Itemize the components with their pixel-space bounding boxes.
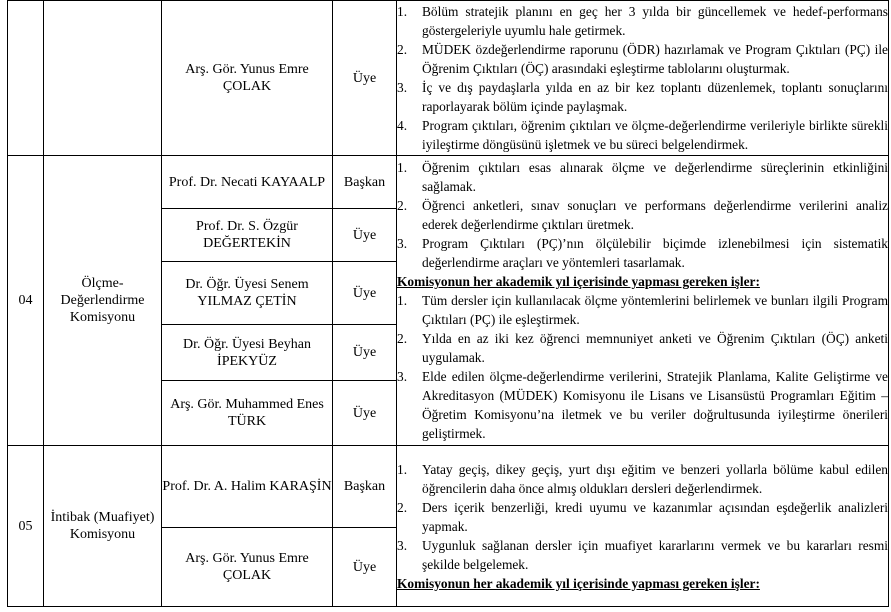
member-name: Arş. Gör. Yunus Emre ÇOLAK (162, 1, 333, 156)
table-row (8, 156, 889, 209)
list-item: 3. İç ve dış paydaşlarla yılda en az bir kez toplantı düzenlemek, toplantı sonuçlarını raporlayarak bölüm içinde paylaşmak. (397, 80, 888, 114)
table-row (8, 446, 889, 528)
task-list (397, 460, 888, 574)
member-name: Prof. Dr. S. Özgür DEĞERTEKİN (162, 209, 333, 262)
yearly-duties-heading: Komisyonun her akademik yıl içerisinde yapması gereken işler: (397, 575, 760, 591)
duties-cell (397, 446, 889, 607)
member-name: Arş. Gör. Yunus Emre ÇOLAK (162, 528, 333, 607)
member-role: Üye (333, 528, 397, 607)
member-name: Dr. Öğr. Üyesi Beyhan İPEKYÜZ (162, 325, 333, 381)
committee-name: İntibak (Muafiyet) Komisyonu (44, 446, 162, 607)
member-name: Prof. Dr. Necati KAYAALP (162, 156, 333, 209)
member-role: Üye (333, 209, 397, 262)
list-item: 3. Program Çıktıları (PÇ)’nın ölçülebilir biçimde izlenebilmesi için sistematik değerlendirme araçları ve yöntemleri tasarlamak. (397, 236, 888, 270)
committee-name-cell (44, 1, 162, 156)
list-item: 2. Ders içerik benzerliği, kredi uyumu ve kazanımlar açısından eşdeğerlik analizleri yapmak. (397, 499, 888, 534)
task-list (397, 158, 888, 272)
member-name: Arş. Gör. Muhammed Enes TÜRK (162, 381, 333, 446)
row-number-cell (8, 1, 44, 156)
list-item: 2. Yılda en az iki kez öğrenci memnuniyet anketi ve Öğrenim Çıktıları (ÖÇ) anketi uygulamak. (397, 331, 888, 365)
list-item: 4. Program çıktıları, öğrenim çıktıları ve ölçme-değerlendirme verileriyle birlikte sürekli iyileştirme döngüsünü işletmek ve bu süreci belgelendirmek. (397, 118, 888, 152)
member-role: Üye (333, 262, 397, 325)
list-item: 1. Öğrenim çıktıları esas alınarak ölçme ve değerlendirme süreçlerinin etkinliğini sağlamak. (397, 160, 888, 194)
table-row (8, 1, 889, 156)
task-list (397, 2, 888, 154)
list-item: 3. Uygunluk sağlanan dersler için muafiyet kararlarını vermek ve bu kararları resmi şekilde belgelemek. (397, 537, 888, 572)
row-number: 04 (8, 156, 44, 446)
member-role: Üye (333, 325, 397, 381)
committee-table (7, 0, 889, 607)
row-number: 05 (8, 446, 44, 607)
member-role: Başkan (333, 446, 397, 528)
member-role: Başkan (333, 156, 397, 209)
list-item: 2. MÜDEK özdeğerlendirme raporunu (ÖDR) hazırlamak ve Program Çıktıları (PÇ) ile Öğrenim Çıktıları (ÖÇ) arasındaki eşleştirme tablolarını oluşturmak. (397, 42, 888, 76)
member-role: Üye (333, 1, 397, 156)
list-item: 2. Öğrenci anketleri, sınav sonuçları ve performans değerlendirme verilerini analiz ederek değerlendirme çıktıları üretmek. (397, 198, 888, 232)
member-name: Dr. Öğr. Üyesi Senem YILMAZ ÇETİN (162, 262, 333, 325)
list-item: 1. Yatay geçiş, dikey geçiş, yurt dışı eğitim ve benzeri yollarla bölüme kabul edilen öğrencilerin daha önce almış oldukları dersleri değerlendirmek. (397, 461, 888, 496)
member-role: Üye (333, 381, 397, 446)
list-item: 1. Tüm dersler için kullanılacak ölçme yöntemlerini belirlemek ve bunları ilgili Program Çıktıları (PÇ) ile eşleştirmek. (397, 293, 888, 327)
committee-name: Ölçme-Değerlendirme Komisyonu (44, 156, 162, 446)
list-item: 1. Bölüm stratejik planını en geç her 3 yılda bir güncellemek ve hedef-performans göstergeleriyle uyumlu hale getirmek. (397, 4, 888, 38)
duties-cell (397, 156, 889, 446)
duties-cell (397, 1, 889, 156)
member-name: Prof. Dr. A. Halim KARAŞİN (162, 446, 333, 528)
yearly-duties-heading: Komisyonun her akademik yıl içerisinde yapması gereken işler: (397, 274, 760, 289)
list-item: 3. Elde edilen ölçme-değerlendirme verilerini, Stratejik Planlama, Kalite Geliştirme ve Akreditasyon (MÜDEK) Komisyonu ile Lisans ve Lisansüstü Programları Eğitim – Öğretim Komisyonu’na iletmek ve bu veriler doğrultusunda iyileştirme önerileri geliştirmek. (397, 369, 888, 441)
yearly-task-list (397, 291, 888, 443)
